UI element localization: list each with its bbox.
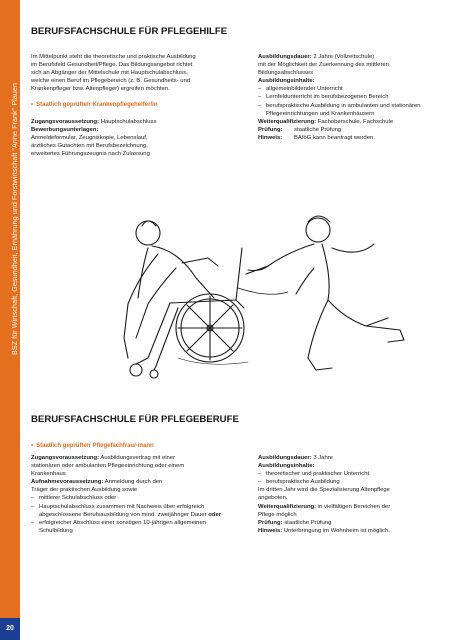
- list-item: [31, 503, 227, 519]
- qualification-bullet[interactable]: [31, 101, 227, 109]
- weiter-line: Pflege möglich: [258, 511, 297, 518]
- qualification-label: Staatlich geprüfte/r Pflegefachfrau/-mann: [36, 443, 154, 449]
- aufnahme-row: [31, 478, 227, 486]
- list-item: – theoretischer und praktischer Unterricht: [258, 470, 443, 478]
- aufnahme-line: Träger der praktischen Ausbildung sowie: [31, 487, 138, 494]
- dauer-label: Ausbildungsdauer:: [258, 54, 312, 60]
- inhalte-label: Ausbildungsinhalte:: [258, 78, 315, 85]
- inhalte-list: [258, 470, 443, 486]
- zugang-line: stationären oder ambulanten Pflegeeinrichtung oder einem: [31, 463, 185, 470]
- hinweis-label: Hinweis:: [258, 134, 283, 141]
- weiter-value: in vielfältigen Bereichen der: [317, 503, 391, 510]
- zugang-label: Zugangsvoraussetzung:: [31, 118, 100, 125]
- list-item: – allgemeinbildender Unterricht: [258, 85, 443, 93]
- section2-left-column: [31, 454, 227, 535]
- zugang-value: Hauptschulabschluss: [100, 118, 157, 125]
- hinweis-value: BAföG kann beantragt werden.: [294, 134, 375, 141]
- bullet-dot-icon: •: [31, 102, 34, 109]
- aufnahme-list: [31, 494, 227, 534]
- pruefung-label: Prüfung:: [258, 126, 283, 133]
- hinweis-row: [258, 134, 443, 142]
- zugang-line: Krankenhaus: [31, 471, 66, 478]
- dauer-row: [258, 454, 443, 462]
- weiter-label: Weiterqualifizierung:: [258, 118, 317, 125]
- section-title-pflegeberufe: BERUFSFACHSCHULE FÜR PFLEGEBERUFE: [31, 414, 239, 425]
- intro-line: Krankenpfleger bzw. Altenpfleger) ergreifen möchten.: [31, 86, 170, 93]
- zugang-row: [31, 118, 227, 126]
- list-item: – mittlerer Schulabschluss oder: [31, 494, 227, 502]
- weiter-label: Weiterqualifizierung:: [258, 503, 317, 510]
- intro-line: welche einen Beruf im Pflegebereich (z. B. Gesundheits- und: [31, 78, 191, 85]
- intro-line: Im Mittelpunkt steht die theoretische und praktische Ausbildung: [31, 54, 196, 60]
- oder-label: oder: [208, 511, 222, 518]
- bullet-dot-icon: •: [31, 443, 34, 449]
- hinweis-value: Unterbringung im Wohnheim ist möglich.: [283, 527, 390, 534]
- dauer-value: 2 Jahre (Vollzeitschule): [313, 54, 375, 60]
- page-number: 20: [0, 618, 20, 640]
- dauer-line: mit der Möglichkeit der Zuerkennung des mittleren: [258, 62, 389, 69]
- section2-right-column: [258, 454, 443, 535]
- bewerbung-line: ärztliches Gutachten mit Berufsbezeichnung,: [31, 142, 148, 149]
- dauer-line: Bildungsabschlusses: [258, 70, 314, 77]
- inhalte-list: [258, 85, 443, 117]
- weiter-row: [258, 503, 443, 511]
- zugang-label: Zugangsvoraussetzung:: [31, 455, 100, 461]
- pruefung-row: [258, 126, 443, 134]
- dauer-value: 3 Jahre: [313, 455, 333, 461]
- pruefung-label: Prüfung:: [258, 519, 283, 526]
- list-item: – berufspraktische Ausbildung: [258, 478, 443, 486]
- zugang-row: [31, 454, 227, 462]
- wheelchair-illustration: [118, 208, 408, 388]
- bewerbung-line: erweitertes Führungszeugnis nach Zulassung: [31, 150, 150, 157]
- section-title-pflegehilfe: BERUFSFACHSCHULE FÜR PFLEGEHILFE: [31, 26, 228, 37]
- aufnahme-label: Aufnahmevoraussetzung:: [31, 479, 104, 486]
- list-item-text: Hauptschulabschluss zusammen mit Nachweis über erfolgreich abgeschlossene Berufsausbildung von mind. zweijähriger Dauer: [39, 503, 207, 518]
- aufnahme-value: Anmeldung durch den: [104, 479, 163, 486]
- qualification-label: Staatlich geprüfte/r Krankenpflegehelfer/in: [36, 102, 158, 109]
- inhalte-label: Ausbildungsinhalte:: [258, 463, 315, 470]
- section1-right-column: [258, 53, 443, 142]
- bewerbung-label: Bewerbungsunterlagen:: [31, 126, 99, 133]
- qualification-bullet[interactable]: [31, 442, 331, 450]
- section1-left-column: [31, 53, 227, 158]
- intro-line: im Berufsfeld Gesundheit/Pflege. Das Bildungsangebot richtet: [31, 62, 193, 69]
- pruefung-row: [258, 519, 443, 527]
- zugang-value: Ausbildungsvertrag mit einer: [100, 455, 176, 461]
- dauer-label: Ausbildungsdauer:: [258, 455, 312, 461]
- pruefung-value: staatliche Prüfung: [294, 126, 342, 133]
- list-item: – Lernfeldunterricht im berufsbezogenen Bereich: [258, 93, 443, 101]
- bewerbung-line: Anmeldeformular, Zeugniskopie, Lebenslauf,: [31, 134, 148, 141]
- hinweis-label: Hinweis:: [258, 527, 283, 534]
- intro-line: sich an Abgänger der Mittelschule mit Hauptschulabschluss,: [31, 70, 188, 77]
- inhalte-note: angeboten.: [258, 495, 288, 502]
- weiter-row: [258, 118, 443, 126]
- hinweis-row: [258, 527, 443, 535]
- pruefung-value: staatliche Prüfung: [284, 519, 332, 526]
- list-item: – erfolgreicher Abschluss einer sonstigen 10-jährigen allgemeinen Schulbildung: [31, 519, 227, 535]
- sidebar-school-name: BSZ für Wirtschaft, Gesundheit, Ernährung und Forstwirtschaft "Anne Frank" Plauen: [10, 82, 19, 355]
- inhalte-note: Im dritten Jahr wird die Spezialisierung Altenpflege: [258, 487, 390, 494]
- list-item: – berufspraktische Ausbildung in ambulanten und stationären Pflegeeinrichtungen und Krankenhäusern: [258, 102, 443, 118]
- weiter-value: Fachoberschule, Fachschule: [317, 118, 394, 125]
- dauer-row: [258, 53, 443, 61]
